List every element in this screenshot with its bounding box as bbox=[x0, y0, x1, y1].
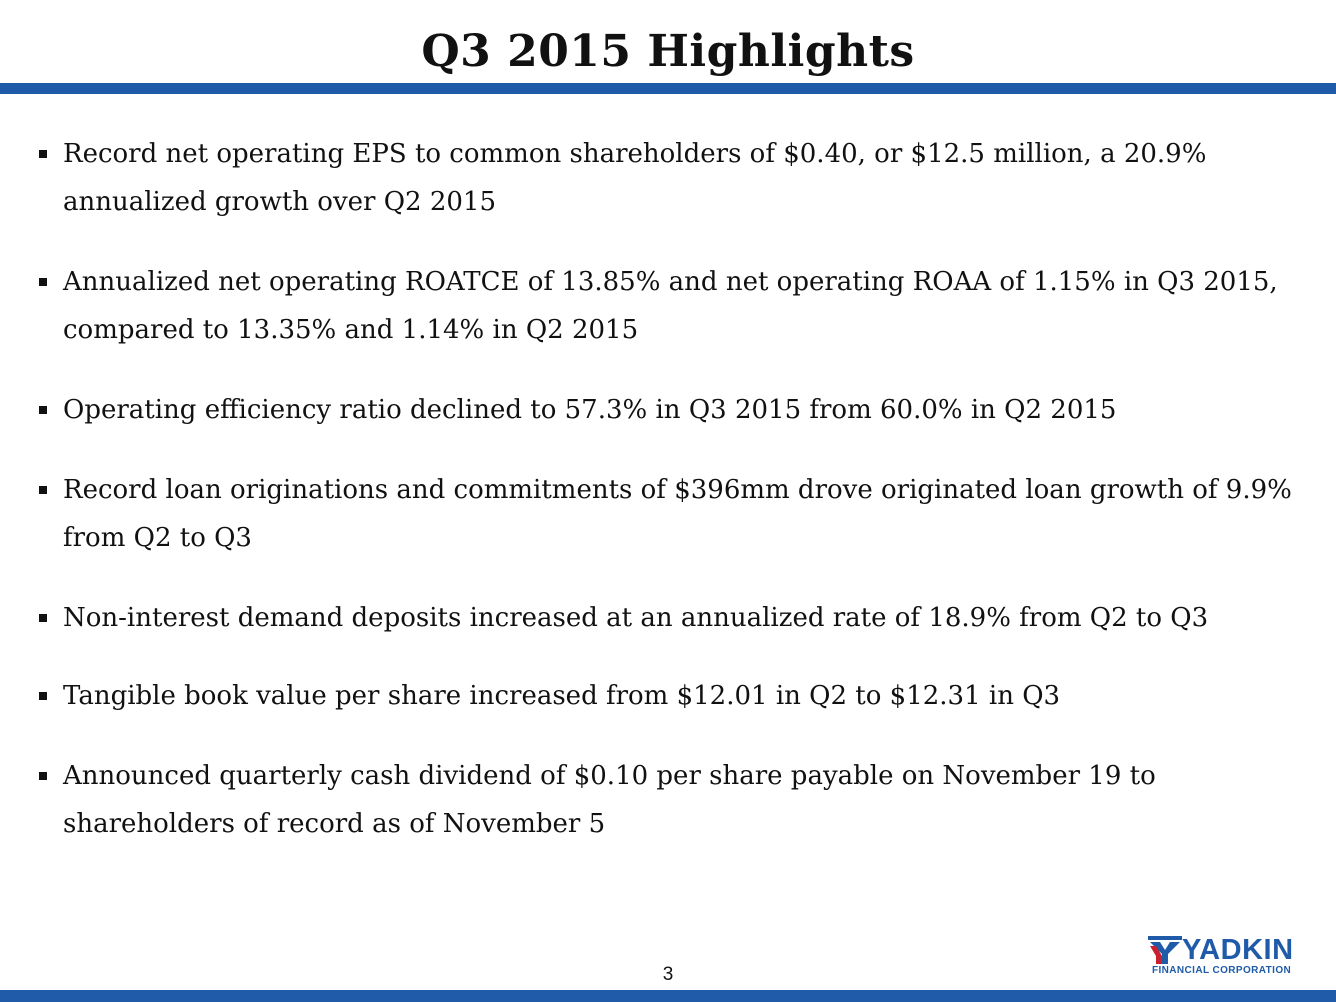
bullet-text: Record net operating EPS to common shareholders of $0.40, or $12.5 million, a 20.9% annualized growth over Q2 2015 bbox=[63, 139, 1207, 217]
bullet-square-icon bbox=[39, 150, 47, 158]
bullet-square-icon bbox=[39, 486, 47, 494]
company-logo bbox=[1148, 934, 1304, 978]
logo-wordmark: YADKIN bbox=[1182, 934, 1294, 966]
footer-rule bbox=[0, 990, 1336, 1002]
page-title: Q3 2015 Highlights bbox=[421, 26, 915, 77]
bullet-square-icon bbox=[39, 692, 47, 700]
bullet-square-icon bbox=[39, 614, 47, 622]
bullet-text: Record loan originations and commitments of $396mm drove originated loan growth of 9.9% from Q2 to Q3 bbox=[63, 475, 1292, 553]
page-number: 3 bbox=[662, 964, 674, 985]
bullet-text: Non-interest demand deposits increased at an annualized rate of 18.9% from Q2 to Q3 bbox=[63, 603, 1209, 633]
bullet-square-icon bbox=[39, 406, 47, 414]
header-rule bbox=[0, 83, 1336, 94]
yadkin-logo-icon bbox=[1148, 936, 1182, 964]
bullet-square-icon bbox=[39, 772, 47, 780]
bullet-text: Announced quarterly cash dividend of $0.10 per share payable on November 19 to shareholders of record as of November 5 bbox=[63, 761, 1156, 839]
logo-subtitle: FINANCIAL CORPORATION bbox=[1152, 965, 1292, 976]
bullet-text: Operating efficiency ratio declined to 57.3% in Q3 2015 from 60.0% in Q2 2015 bbox=[63, 395, 1117, 425]
bullet-text: Tangible book value per share increased from $12.01 in Q2 to $12.31 in Q3 bbox=[63, 681, 1061, 711]
bullet-square-icon bbox=[39, 278, 47, 286]
bullet-text: Annualized net operating ROATCE of 13.85% and net operating ROAA of 1.15% in Q3 2015, compared to 13.35% and 1.14% in Q2 2015 bbox=[63, 267, 1278, 345]
